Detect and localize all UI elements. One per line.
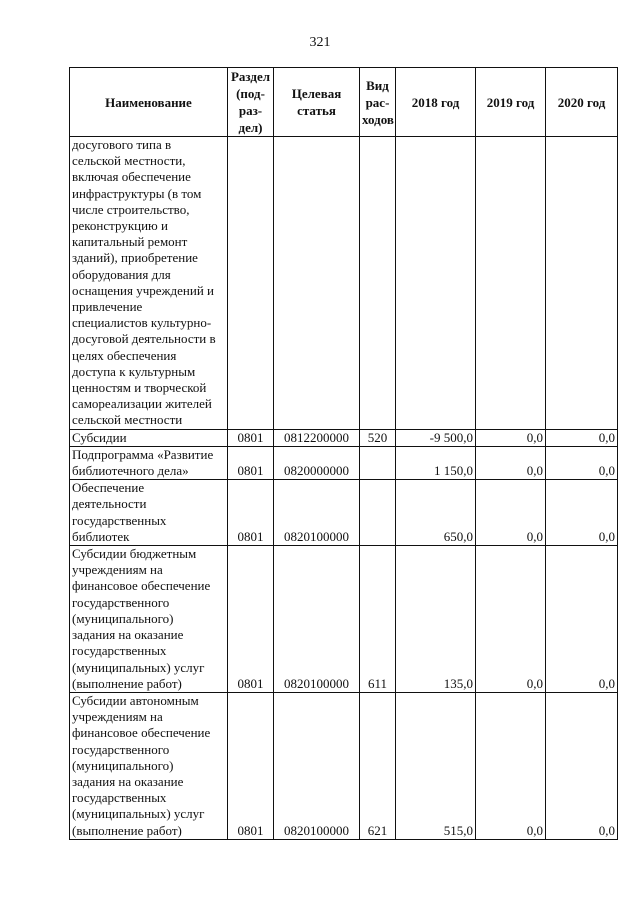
row-section [228, 137, 274, 430]
row-type: 621 [360, 692, 396, 839]
row-name [70, 446, 228, 479]
row-2020: 0,0 [546, 446, 618, 479]
row-2020: 0,0 [546, 480, 618, 546]
page-number: 321 [309, 35, 331, 50]
row-target: 0820000000 [274, 446, 360, 479]
row-2020: 0,0 [546, 692, 618, 839]
row-type [360, 137, 396, 430]
row-section: 0801 [228, 446, 274, 479]
row-2018: 515,0 [396, 692, 476, 839]
row-target: 0812200000 [274, 429, 360, 446]
col-header-name: Наименование [70, 68, 228, 137]
row-2018 [396, 137, 476, 430]
row-2019: 0,0 [476, 546, 546, 693]
col-header-2019: 2019 год [476, 68, 546, 137]
row-2020: 0,0 [546, 429, 618, 446]
row-2019 [476, 137, 546, 430]
row-2020 [546, 137, 618, 430]
row-2019: 0,0 [476, 429, 546, 446]
row-type [360, 446, 396, 479]
row-2018: 1 150,0 [396, 446, 476, 479]
row-2019: 0,0 [476, 480, 546, 546]
row-name-text: Обеспечение деятельности государственных библиотек [72, 480, 167, 544]
table-row [70, 480, 618, 546]
table-row [70, 446, 618, 479]
col-header-section: Раздел (под-раз-дел) [228, 68, 274, 137]
row-name [70, 692, 228, 839]
row-name-text: Субсидии автономным учреждениям на финансовое обеспечение государственного (муниципального) задания на оказание государственных (муниципальных) услуг (выполнение работ) [72, 692, 211, 838]
row-name-text: Субсидии бюджетным учреждениям на финансовое обеспечение государственного (муниципального) задания на оказание государственных (муниципальных) услуг (выполнение работ) [72, 546, 211, 691]
row-name [70, 137, 228, 430]
row-name-text: досугового типа в сельской местности, включая обеспечение инфраструктуры (в том числе строительство, реконструкцию и капитальный ремонт зданий), приобретение оборудования для оснащения учреждений и привлечение специалистов культурно- досуговой деятельности в целях обеспечения доступа к культурным ценностям и творческой самореализации жителей сельской местности [72, 137, 216, 428]
row-name [70, 429, 228, 446]
table-row [70, 692, 618, 839]
table-row [70, 546, 618, 693]
table-row [70, 429, 618, 446]
row-target [274, 137, 360, 430]
row-2018: 650,0 [396, 480, 476, 546]
row-2019: 0,0 [476, 446, 546, 479]
row-target: 0820100000 [274, 692, 360, 839]
row-target: 0820100000 [274, 546, 360, 693]
budget-table [69, 67, 618, 840]
row-2020: 0,0 [546, 546, 618, 693]
row-section: 0801 [228, 692, 274, 839]
col-header-target: Целевая статья [274, 68, 360, 137]
col-header-2018: 2018 год [396, 68, 476, 137]
row-2018: 135,0 [396, 546, 476, 693]
header-row [70, 68, 618, 137]
row-type [360, 480, 396, 546]
row-2019: 0,0 [476, 692, 546, 839]
row-section: 0801 [228, 429, 274, 446]
row-name [70, 546, 228, 693]
row-target: 0820100000 [274, 480, 360, 546]
row-name-text: Подпрограмма «Развитие библиотечного дела» [72, 446, 214, 479]
row-name-text: Субсидии [72, 429, 127, 445]
row-section: 0801 [228, 546, 274, 693]
table-row [70, 137, 618, 430]
row-type: 520 [360, 429, 396, 446]
row-name [70, 480, 228, 546]
row-type: 611 [360, 546, 396, 693]
row-2018: -9 500,0 [396, 429, 476, 446]
col-header-2020: 2020 год [546, 68, 618, 137]
col-header-type: Вид рас-ходов [360, 68, 396, 137]
row-section: 0801 [228, 480, 274, 546]
